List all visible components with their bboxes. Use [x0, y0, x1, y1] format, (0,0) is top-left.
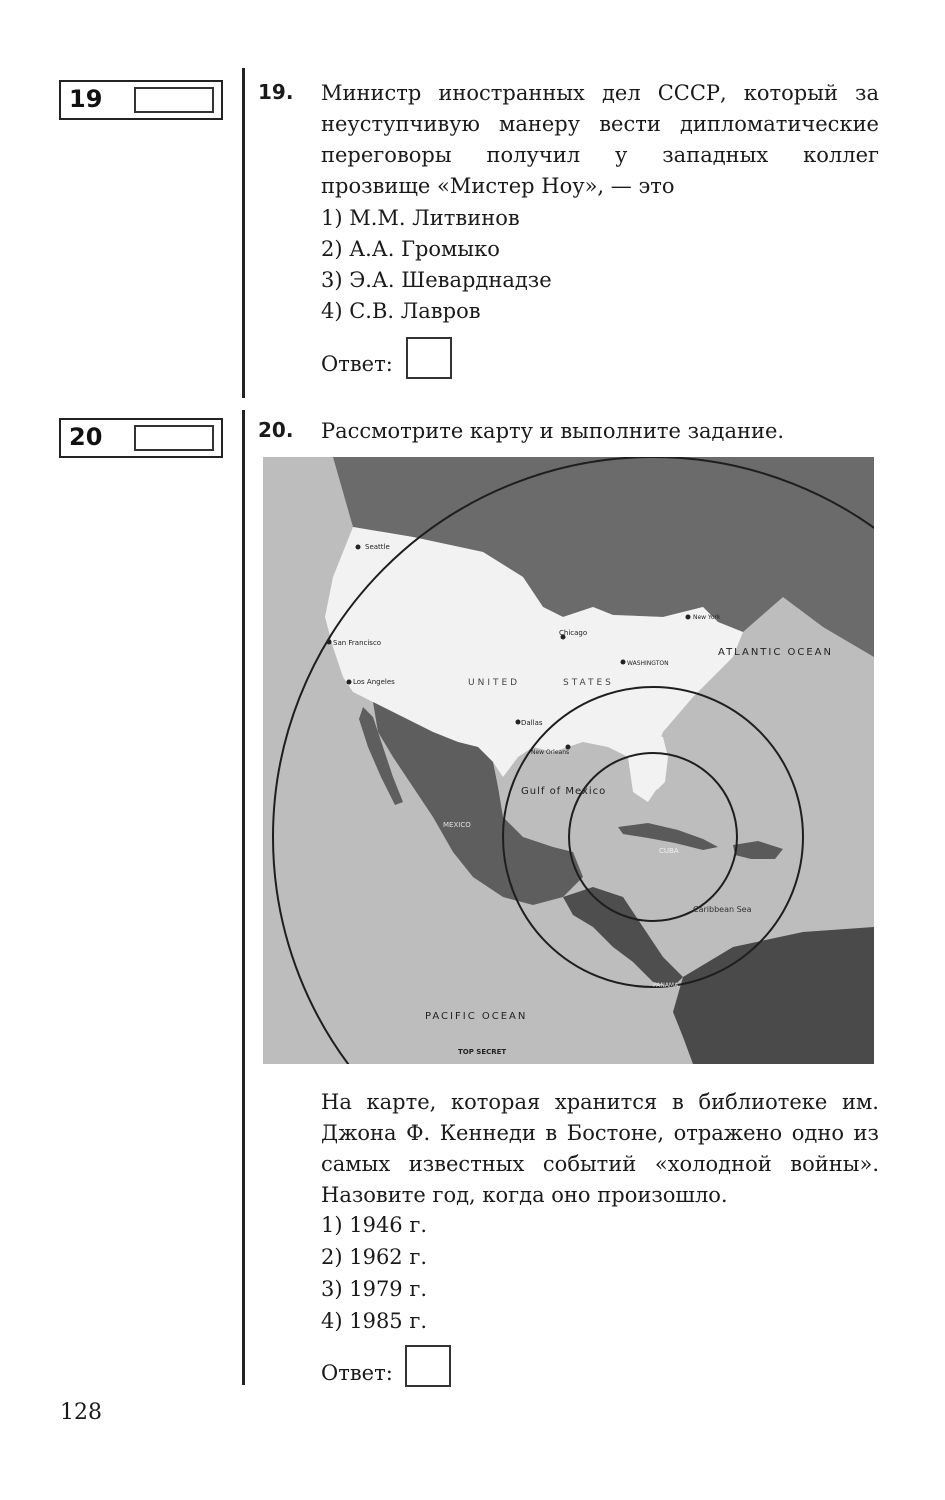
map-label-dallas: Dallas	[521, 719, 543, 727]
q19-box-number: 19	[69, 85, 103, 113]
q19-answer-label: Ответ:	[321, 352, 393, 376]
q20-number: 20.	[258, 418, 294, 442]
q19-option-1[interactable]: 1) М.М. Литвинов	[321, 206, 520, 230]
map-label-cuba: CUBA	[659, 847, 679, 855]
map-label-pacific-ocean: PACIFIC OCEAN	[425, 1011, 528, 1022]
q19-divider	[242, 68, 245, 398]
map-label-seattle: Seattle	[365, 543, 390, 551]
q19-number: 19.	[258, 80, 294, 104]
q19-option-4[interactable]: 4) С.В. Лавров	[321, 299, 481, 323]
q20-instruction: Рассмотрите карту и выполните задание.	[321, 419, 785, 443]
q20-score-box	[59, 418, 223, 458]
map-label-new-orleans: New Orleans	[531, 749, 570, 756]
q19-answer-box[interactable]	[406, 337, 452, 379]
map-label-united: UNITED	[468, 678, 521, 688]
map-label-gulf-of-mexico: Gulf of Mexico	[521, 786, 607, 797]
map-label-panama: PANAMA	[653, 982, 679, 989]
map-label-los-angeles: Los Angeles	[353, 678, 395, 686]
q20-question-text: На карте, которая хранится в библиотеке им. Джона Ф. Кеннеди в Бостоне, отражено одно из самых известных событий «холодной войны». Назовите год, когда оно произошло.	[321, 1090, 879, 1207]
map-label-states: STATES	[563, 678, 614, 688]
map-label-new-york: New York	[693, 614, 721, 621]
q19-option-3[interactable]: 3) Э.А. Шеварднадзе	[321, 268, 552, 292]
map-label-chicago: Chicago	[559, 629, 588, 637]
q19-option-2[interactable]: 2) А.А. Громыко	[321, 237, 500, 261]
page-number: 128	[60, 1400, 102, 1425]
q19-score-field[interactable]	[134, 87, 214, 113]
map-label-washington: WASHINGTON	[627, 660, 669, 667]
map-label-caribbean-sea: Caribbean Sea	[693, 905, 752, 914]
q20-divider	[242, 410, 245, 1385]
q20-option-4[interactable]: 4) 1985 г.	[321, 1309, 428, 1333]
q19-question-text: Министр иностранных дел СССР, который за неуступчивую манеру вести дипломатические переговоры получил у западных коллег прозвище «Мистер Ноу», — это	[321, 81, 879, 198]
q20-answer-label: Ответ:	[321, 1361, 393, 1385]
map-label-mexico: MEXICO	[443, 821, 471, 829]
map-label-top-secret: TOP SECRET	[458, 1048, 507, 1056]
map-label-atlantic-ocean: ATLANTIC OCEAN	[718, 647, 834, 658]
q20-box-number: 20	[69, 423, 103, 451]
q20-option-2[interactable]: 2) 1962 г.	[321, 1245, 428, 1269]
cuban-missile-crisis-map	[263, 457, 874, 1064]
q19-score-box	[59, 80, 223, 120]
q20-score-field[interactable]	[134, 425, 214, 451]
map-label-san-francisco: San Francisco	[333, 639, 382, 647]
q20-answer-box[interactable]	[405, 1345, 451, 1387]
q20-option-3[interactable]: 3) 1979 г.	[321, 1277, 428, 1301]
q20-option-1[interactable]: 1) 1946 г.	[321, 1213, 428, 1237]
